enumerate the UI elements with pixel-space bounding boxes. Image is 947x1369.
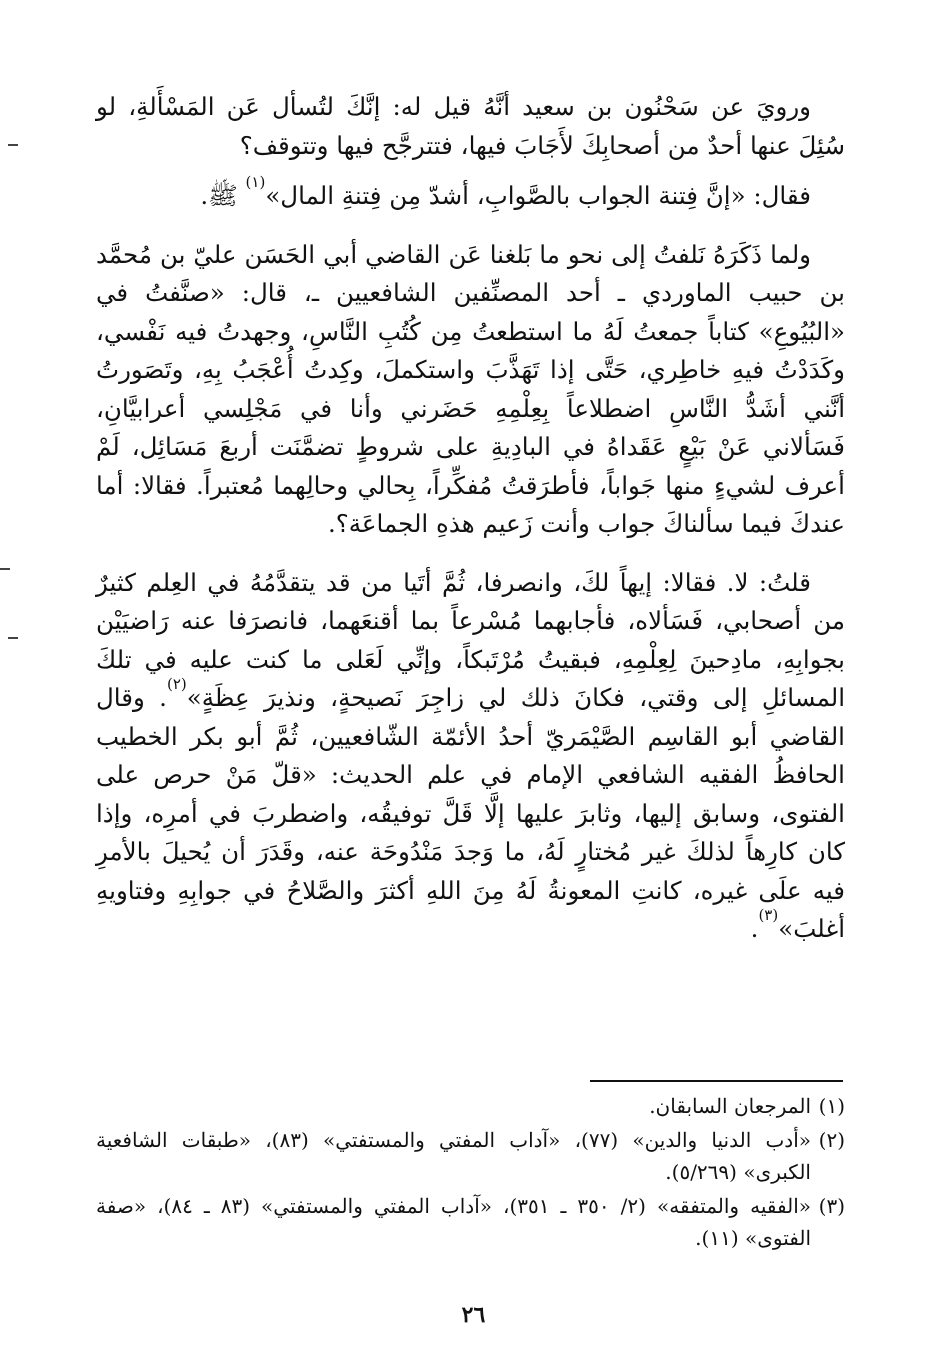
saymari-text: . وقال القاضي أبو القاسِم الصَّيْمَريّ أحدُ الأئمّة الشّافعيين، ثُمَّ أبو بكر الخطيب الحافظُ الفقيه الشافعي الإمام في علم الحديث: «قلّ مَنْ حرص على الفتوى، وسابق إليها، وثابرَ عليها إلَّا قَلَّ توفيقُه، واضطربَ في أمرِه، وإذا كان كارِهاً لذلكَ غير مُختارٍ لَهُ، ما وَجدَ مَنْدُوحَة عنه، وقَدَرَ أن يُحيلَ بالأمرِ فيه علَى غيره، كانتِ المعونةُ لَهُ مِنَ اللهِ أكثرَ والصَّلاحُ في جوابِهِ وفتاويهِ أغلبَ» xyxy=(96,683,845,943)
paragraph-mawardi: ولما ذَكَرَهُ نَلفتُ إلى نحو ما بَلغنا عَن القاضي أبي الحَسَن عليّ بن مُحمَّد بن حبيب الماوردي ـ أحد المصنِّفين الشافعيين ـ، قال: «صنَّفتُ في «البُيُوعِ» كتاباً جمعتُ لَهُ ما استطعتُ مِن كُتُبِ النَّاسِ، وجهدتُ فيه نَفْسي، وكَدَدْتُ فيهِ خاطِري، حَتَّى إذا تَهَذَّبَ واستكملَ، وكِدتُ أُعْجَبُ بِهِ، وتَصَورتُ أنَّني أشَدُّ النَّاسِ اضطلاعاً بِعِلْمِهِ حَضَرني وأنا في مَجْلِسي أعرابيَّانِ، فَسَألاني عَنْ بَيْعٍ عَقَداهُ في البادِيةِ على شروطٍ تضمَّنَت أربعَ مَسَائِل، لَمْ أعرف لشيءٍ منها جَواباً، فأطرَقتُ مُفكِّراً، بِحالي وحالِهما مُعتبراً. فقالا: أما عندكَ فيما سألناكَ جواب وأنت زَعيم هذهِ الجماعَة؟. xyxy=(96,239,845,538)
footnote-number: (١) xyxy=(818,1094,845,1118)
footnote-number: (٣) xyxy=(818,1194,845,1218)
honorific: ﷺ. xyxy=(200,181,246,210)
footnote-1 xyxy=(96,1090,845,1122)
footnote-text: «الفقيه والمتفقه» (٢/ ٣٥٠ ـ ٣٥١)، «آداب المفتي والمستفتي» (٨٣ ـ ٨٤)، «صفة الفتوى» (١١). xyxy=(96,1194,811,1250)
margin-mark xyxy=(0,568,10,570)
reply-text: قلتُ: لا. فقالا: إيهاً لكَ، وانصرفا، ثُمَّ أتَيا من قد يتقدَّمُهُ في العِلم كثيرٌ من أصحابي، فَسَألاه، فأجابهما مُسْرعاً بما أقنعَهما، فانصرَفا عنه رَاضيَيْن بجوابِهِ، مادِحينَ لِعِلْمِهِ، فبقيتُ مُرْتَبكاً، وإنِّي لَعَلى ما كنت عليه في تلكَ المسائلِ إلى وقتي، فكانَ ذلك لي زاجِرَ نَصيحةٍ، ونذيرَ عِظَةٍ» xyxy=(96,567,846,712)
footnote-2 xyxy=(96,1124,845,1188)
footnote-ref-3: (٣) xyxy=(758,906,779,924)
paragraph-reply xyxy=(96,564,845,949)
margin-mark xyxy=(8,637,18,639)
page-number: ٢٦ xyxy=(461,1302,486,1328)
quote-text: فقال: «إنَّ فِتنة الجواب بالصَّوابِ، أشدّ مِن فِتنةِ المال» xyxy=(265,181,811,210)
footnote-text: المرجعان السابقان. xyxy=(649,1094,811,1118)
paragraph-quote xyxy=(96,173,845,216)
main-text xyxy=(96,88,845,949)
footnote-text: «أدب الدنيا والدين» (٧٧)، «آداب المفتي والمستفتي» (٨٣)، «طبقات الشافعية الكبرى» (٥/٢٦٩). xyxy=(96,1128,811,1184)
footnote-3 xyxy=(96,1190,845,1254)
footnote-ref-2: (٢) xyxy=(166,675,187,693)
margin-mark xyxy=(8,144,18,146)
footnote-number: (٢) xyxy=(818,1128,845,1152)
paragraph-sahnun: ورويَ عن سَحْنُون بن سعيد أنَّهُ قيل له: إنَّكَ لتُسأل عَن المَسْأَلةِ، لو سُئِلَ عنها أحدٌ من أصحابِكَ لأَجَابَ فيها، فتترجَّح فيها وتتوقف؟ xyxy=(96,92,845,160)
footnotes xyxy=(96,1090,845,1256)
footnote-ref-1: (١) xyxy=(245,173,266,191)
footnote-separator xyxy=(590,1080,843,1082)
paragraph-end: . xyxy=(750,914,759,943)
